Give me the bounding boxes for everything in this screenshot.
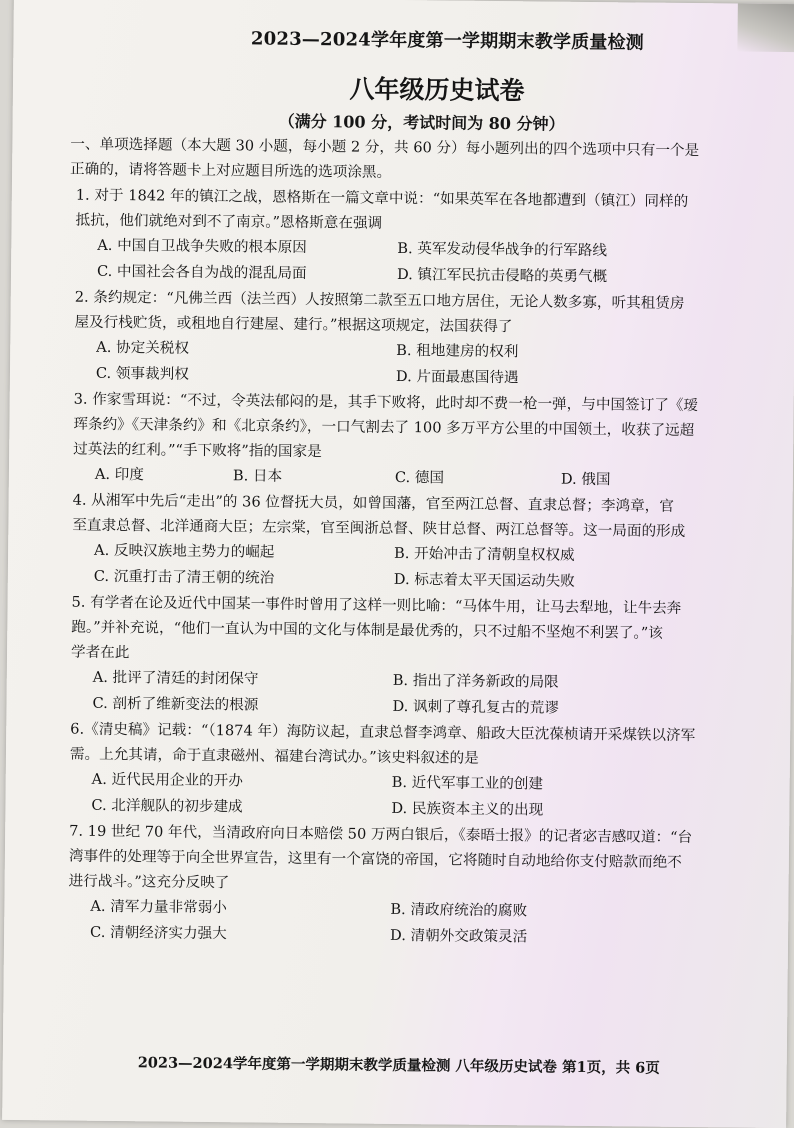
option-c: C. 清朝经济实力强大	[90, 923, 227, 942]
option-c: C. 北洋舰队的初步建成	[91, 796, 243, 815]
option-d: D. 镇江军民抗击侵略的英勇气概	[396, 265, 608, 285]
question-5	[70, 590, 761, 723]
option-a: A. 批评了清廷的封闭保守	[92, 668, 259, 688]
page-footer: 2023—2024学年度第一学期期末教学质量检测 八年级历史试卷 第1页，共 6页	[137, 1054, 660, 1077]
option-a: A. 协定关税权	[96, 338, 190, 357]
option-c: C. 领事裁判权	[95, 364, 189, 383]
options	[72, 538, 762, 596]
option-b: B. 开始冲击了清朝皇权权威	[394, 544, 575, 564]
question-4	[72, 488, 763, 596]
option-b: B. 近代军事工业的创建	[391, 773, 544, 793]
section-line: 一、单项选择题（本大题 30 小题，每小题 2 分，共 60 分）每小题列出的四个选项中只有一个是	[70, 135, 700, 160]
option-b: B. 清政府统治的腐败	[390, 900, 528, 920]
question-text: 需。上允其请，命于直隶磁州、福建台湾试办。”该史料叙述的是	[69, 745, 479, 767]
question-7	[68, 819, 759, 952]
option-d: D. 俄国	[560, 470, 611, 489]
question-text: 4. 从湘军中先后“走出”的 36 位督抚大员，如曾国藩，官至两江总督、直隶总督；李鸿章，官	[72, 491, 674, 515]
options	[74, 335, 764, 393]
question-text: 1. 对于 1842 年的镇江之战，恩格斯在一篇文章中说：“如果英军在各地都遭到（镇江）同样的	[75, 186, 689, 210]
section-instructions	[70, 132, 766, 189]
question-text: 2. 条约规定：“凡佛兰西（法兰西）人按照第二款至五口地方居住，无论人数多寡，听其租赁房	[74, 288, 685, 312]
question-text: 进行战斗。”这充分反映了	[68, 872, 230, 892]
options	[68, 894, 758, 952]
exam-subtitle: （满分 100 分，考试时间为 80 分钟）	[278, 111, 565, 134]
page-content	[68, 23, 768, 952]
option-d: D. 标志着太平天国运动失败	[393, 570, 575, 590]
section-line: 正确的，请将答题卡上对应题目所选的选项涂黑。	[70, 160, 392, 181]
option-a: A. 反映汉族地主势力的崛起	[94, 541, 275, 561]
question-text: 湾事件的处理等于向全世界宣告，这里有一个富饶的帝国，它将随时自动地给你支付赔款而绝不	[68, 847, 682, 871]
option-d: D. 民族资本主义的出现	[391, 799, 544, 819]
question-text: 珲条约》《天津条约》和《北京条约》，一口气割去了 100 多万平方公里的中国领土，收获了远超	[73, 415, 695, 440]
question-text: 5. 有学者在论及近代中国某一事件时曾用了这样一则比喻：“马体牛用，让马去犁地，让牛去奔	[71, 593, 682, 617]
exam-header: 2023—2024学年度第一学期期末教学质量检测	[250, 28, 645, 54]
question-1	[75, 183, 766, 291]
option-d: D. 讽刺了尊孔复古的荒谬	[392, 697, 559, 717]
option-a: A. 中国自卫战争失败的根本原因	[97, 236, 307, 257]
question-text: 7. 19 世纪 70 年代，当清政府向日本赔偿 50 万两白银后，《泰晤士报》的记者宓吉感叹道：“台	[69, 822, 693, 847]
question-text: 跑。”并补充说，“他们一直认为中国的文化与体制是最优秀的，只不过船不坚炮不利罢了。”该	[71, 618, 663, 642]
question-text: 抵抗，他们就绝对到不了南京。”恩格斯意在强调	[75, 211, 383, 232]
question-text: 6.《清史稿》记载：“（1874 年）海防议起，直隶总督李鸿章、船政大臣沈葆桢请开采煤铁以济军	[70, 720, 696, 745]
option-b: B. 英军发动侵华战争的行军路线	[397, 239, 608, 260]
options	[75, 233, 765, 291]
exam-sheet	[2, 0, 794, 1128]
option-c: C. 沉重打击了清王朝的统治	[93, 567, 275, 587]
option-c: C. 剖析了维新变法的根源	[92, 694, 259, 714]
option-b: B. 租地建房的权利	[396, 341, 519, 361]
option-b: B. 指出了洋务新政的局限	[392, 671, 559, 691]
option-d: D. 清朝外交政策灵活	[390, 926, 528, 945]
question-3	[73, 387, 764, 494]
question-text: 3. 作家雪珥说：“不过，令英法郁闷的是，其手下败将，此时却不费一枪一弹，与中国签订了《瑷	[73, 390, 699, 415]
option-d: D. 片面最惠国待遇	[395, 367, 519, 386]
option-b: B. 日本	[232, 467, 283, 485]
question-6	[69, 717, 760, 825]
options	[70, 665, 760, 723]
option-a: A. 清军力量非常弱小	[90, 897, 228, 917]
option-c: C. 德国	[394, 468, 445, 487]
question-text: 过英法的红利。”“手下败将”指的国家是	[73, 440, 322, 461]
question-2	[74, 285, 765, 393]
option-a: A. 印度	[94, 465, 145, 484]
option-c: C. 中国社会各自为战的混乱局面	[96, 262, 307, 282]
options	[69, 767, 759, 825]
question-text: 学者在此	[70, 643, 130, 662]
exam-title: 八年级历史试卷	[349, 74, 525, 106]
question-text: 至直隶总督、北洋通商大臣；左宗棠，官至闽浙总督、陕甘总督、两江总督等。这一局面的形成	[72, 516, 686, 540]
option-a: A. 近代民用企业的开办	[91, 770, 243, 790]
question-text: 屋及行栈贮货，或租地自行建屋、建行。”根据这项规定，法国获得了	[74, 313, 513, 336]
